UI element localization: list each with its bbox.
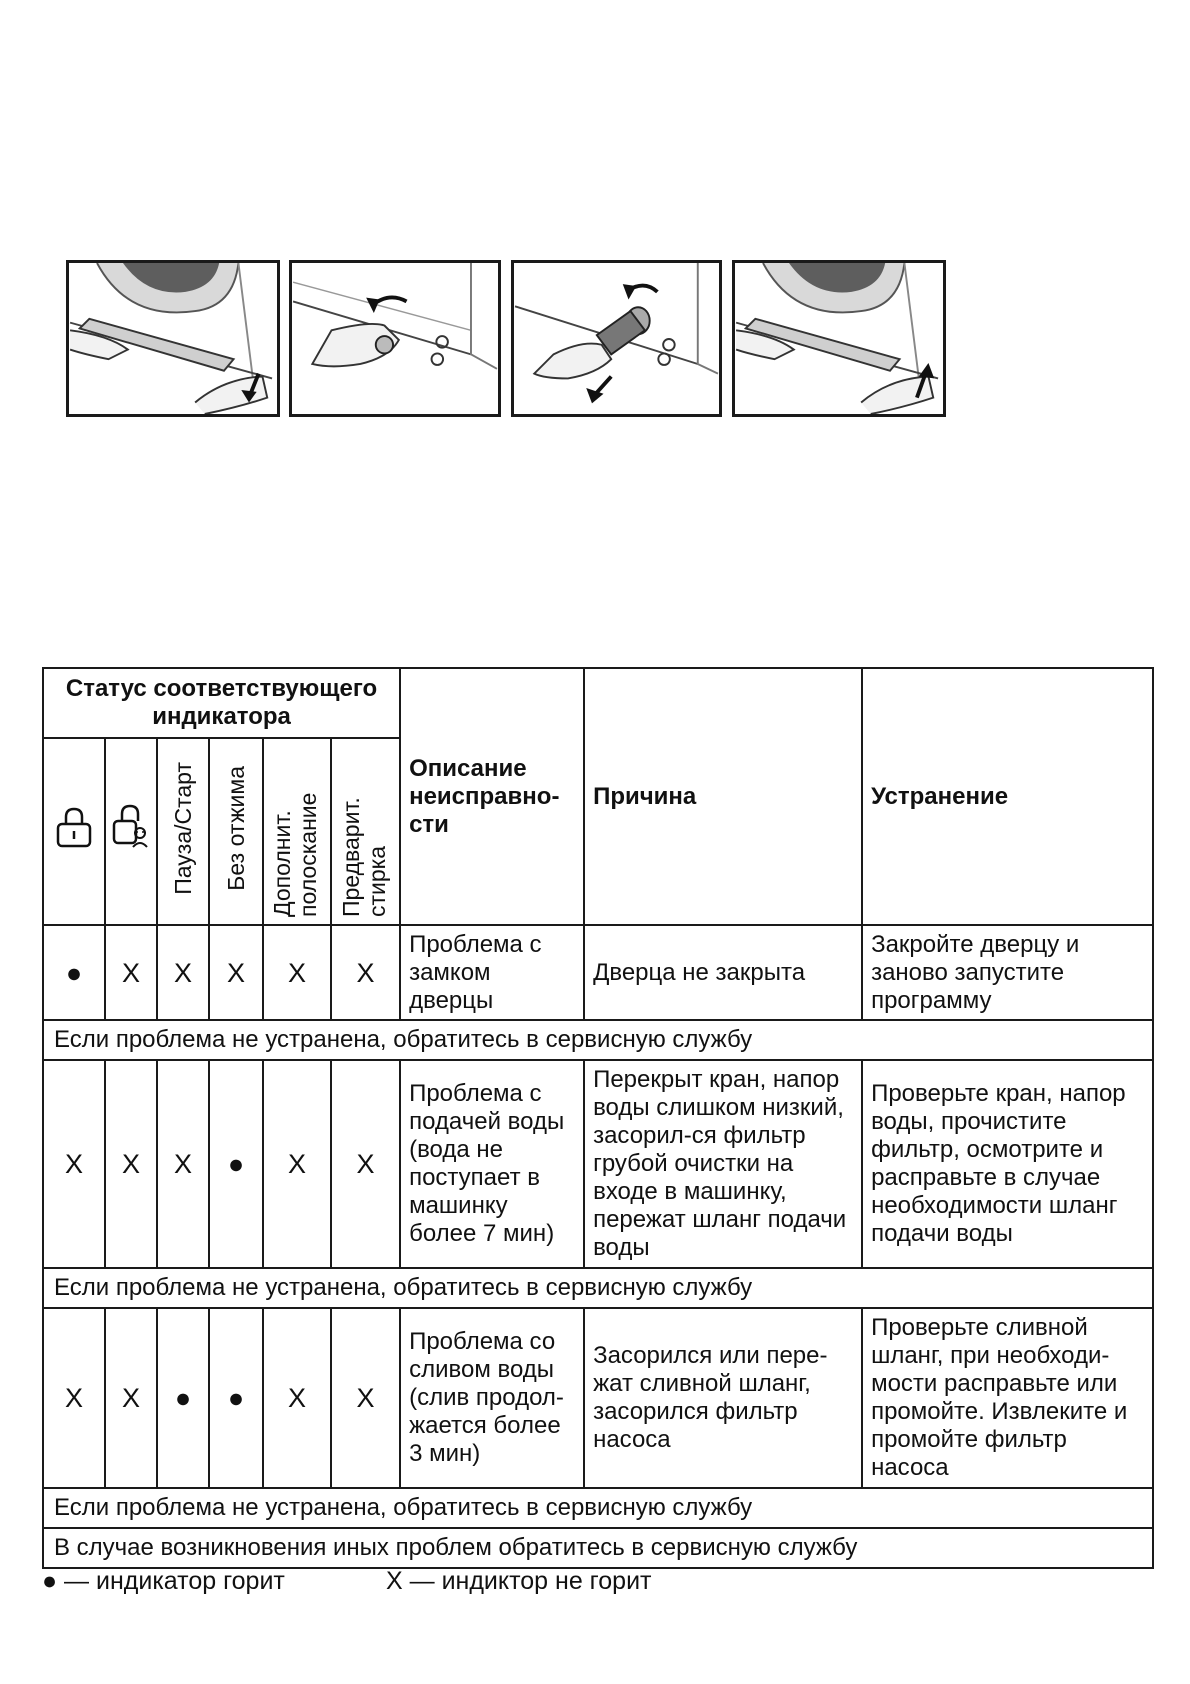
indicator-cell: ●	[209, 1060, 263, 1268]
fault-description: Проблема с подачей воды (вода не поступает в машинку более 7 мин)	[400, 1060, 584, 1268]
fault-cause: Дверца не закрыта	[584, 925, 862, 1020]
table-note-row	[43, 1488, 1153, 1528]
table-header-row-1	[43, 668, 1153, 738]
column-header-child-lock	[105, 738, 157, 925]
column-header-prewash	[331, 738, 400, 925]
column-label: Предварит. стирка	[337, 797, 390, 917]
fault-fix: Закройте дверцу и заново запустите программу	[862, 925, 1153, 1020]
column-header-fix: Устранение	[862, 668, 1153, 925]
column-header-description: Описание неисправно-сти	[400, 668, 584, 925]
column-label: Дополнит. полоскание	[269, 792, 321, 917]
illustration-step-1	[66, 260, 280, 417]
indicator-cell: X	[43, 1060, 105, 1268]
machine-open-cover-drawing	[69, 263, 277, 414]
fault-description: Проблема с замком дверцы	[400, 925, 584, 1020]
illustration-step-4	[732, 260, 946, 417]
illustration-step-2	[289, 260, 501, 417]
unscrew-filter-cap-drawing	[292, 263, 498, 414]
indicator-cell: X	[331, 1060, 400, 1268]
table-note-row	[43, 1020, 1153, 1060]
fault-cause: Засорился или пере-жат сливной шланг, засорился фильтр насоса	[584, 1308, 862, 1488]
table-row	[43, 925, 1153, 1020]
indicator-cell: ●	[157, 1308, 209, 1488]
status-header: Статус соответствующего индикатора	[43, 668, 400, 738]
legend-indicator-on: ● — индикатор горит	[42, 1567, 285, 1595]
indicator-cell: X	[105, 925, 157, 1020]
other-problems-note: В случае возникновения иных проблем обратитесь в сервисную службу	[43, 1528, 1153, 1568]
machine-close-cover-drawing	[735, 263, 943, 414]
indicator-cell: ●	[43, 925, 105, 1020]
service-note: Если проблема не устранена, обратитесь в сервисную службу	[43, 1020, 1153, 1060]
table-note-row	[43, 1268, 1153, 1308]
pull-out-filter-drawing	[514, 263, 719, 414]
illustration-step-3	[511, 260, 722, 417]
fault-fix: Проверьте кран, напор воды, прочистите фильтр, осмотрите и расправьте в случае необходимости шланг подачи воды	[862, 1060, 1153, 1268]
table-row	[43, 1308, 1153, 1488]
table-row	[43, 1060, 1153, 1268]
fault-description: Проблема со сливом воды (слив продол-жается более 3 мин)	[400, 1308, 584, 1488]
indicator-cell: ●	[209, 1308, 263, 1488]
column-label: Без отжима	[223, 765, 249, 891]
indicator-cell: X	[105, 1308, 157, 1488]
service-note: Если проблема не устранена, обратитесь в сервисную службу	[43, 1488, 1153, 1528]
fault-cause: Перекрыт кран, напор воды слишком низкий, засорил-ся фильтр грубой очистки на входе в машинку, пережат шланг подачи воды	[584, 1060, 862, 1268]
indicator-cell: X	[105, 1060, 157, 1268]
column-header-cause: Причина	[584, 668, 862, 925]
column-label: Пауза/Старт	[170, 761, 196, 895]
column-header-extra-rinse	[263, 738, 331, 925]
indicator-cell: X	[263, 1308, 331, 1488]
column-header-pause-start	[157, 738, 209, 925]
fault-fix: Проверьте сливной шланг, при необходи-мости расправьте или промойте. Извлеките и промойте фильтр насоса	[862, 1308, 1153, 1488]
indicator-cell: X	[157, 1060, 209, 1268]
column-header-no-spin	[209, 738, 263, 925]
indicator-cell: X	[331, 925, 400, 1020]
indicator-cell: X	[263, 925, 331, 1020]
indicator-cell: X	[157, 925, 209, 1020]
indicator-cell: X	[263, 1060, 331, 1268]
indicator-cell: X	[209, 925, 263, 1020]
child-lock-icon	[111, 803, 151, 853]
indicator-cell: X	[331, 1308, 400, 1488]
table-footer-row	[43, 1528, 1153, 1568]
service-note: Если проблема не устранена, обратитесь в сервисную службу	[43, 1268, 1153, 1308]
door-lock-icon	[54, 806, 94, 850]
legend-indicator-off: X — индиктор не горит	[386, 1567, 652, 1595]
column-header-door-lock	[43, 738, 105, 925]
fault-table	[42, 667, 1154, 1569]
indicator-cell: X	[43, 1308, 105, 1488]
